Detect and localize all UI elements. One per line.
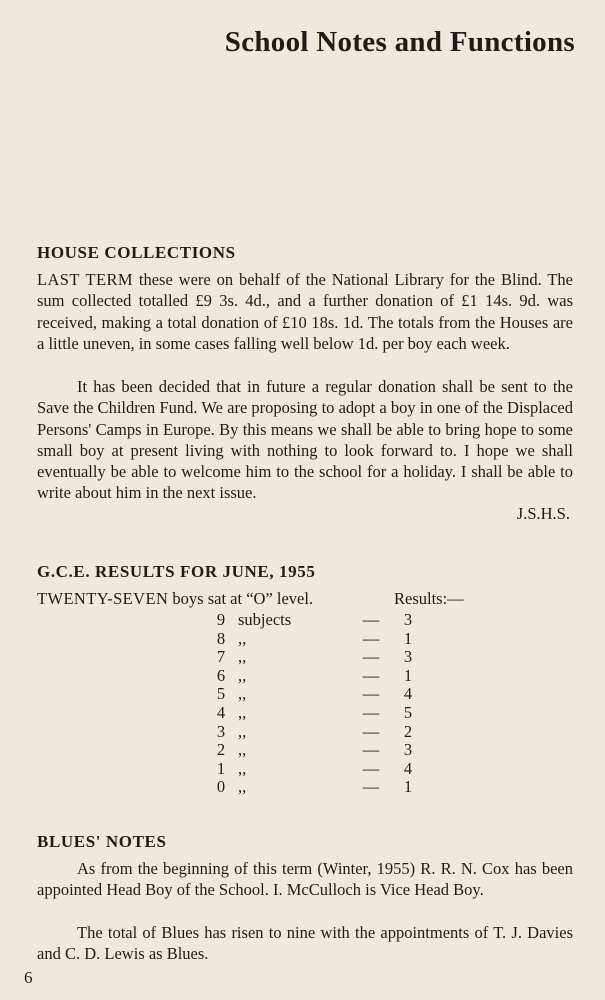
results-row [210, 723, 428, 742]
subjects-number: 0 [216, 777, 226, 797]
results-label: Results:— [394, 589, 464, 608]
boys-count: 4 [403, 684, 413, 704]
page-title: School Notes and Functions [224, 26, 575, 58]
subjects-unit: ,, [238, 740, 247, 760]
subjects-number: 2 [216, 740, 226, 760]
results-row [210, 741, 428, 760]
lead-words: LAST TERM [37, 270, 133, 289]
boys-count: 5 [403, 702, 413, 722]
lead-words: TWENTY-SEVEN [37, 589, 169, 608]
boys-count: 2 [403, 721, 413, 741]
paragraph-text: these were on behalf of the National Library for the Blind. The sum collected totalled £9 3s. 4d., and a further donation of £1 14s. 9d. was received, making a total donation of £10 18s. 1d. The totals from the Houses are a little uneven, in some cases falling well below 1d. per boy each week. [37, 270, 574, 353]
results-row [210, 667, 428, 686]
dash-separator: — [362, 665, 380, 685]
boys-count: 1 [403, 628, 413, 648]
dash-separator: — [362, 647, 380, 667]
blues-notes-paragraph-1: As from the beginning of this term (Winter, 1955) R. R. N. Cox has been appointed Head Boy of the School. I. McCulloch is Vice Head Boy. [37, 859, 573, 900]
dash-separator: — [362, 721, 380, 741]
results-row [210, 630, 428, 649]
subjects-number: 6 [216, 665, 226, 685]
dash-separator: — [362, 758, 380, 778]
page-number: 6 [24, 968, 33, 987]
results-table [210, 611, 428, 797]
subjects-number: 4 [216, 702, 226, 722]
boys-count: 3 [403, 610, 413, 629]
dash-separator: — [362, 628, 380, 648]
results-row [210, 648, 428, 667]
gce-intro [37, 589, 313, 609]
subjects-unit: ,, [238, 758, 247, 778]
subjects-number: 9 [216, 610, 226, 629]
subjects-unit: ,, [238, 684, 247, 704]
intro-text: boys sat at “O” level. [172, 589, 314, 608]
subjects-number: 5 [216, 684, 226, 704]
dash-separator: — [362, 610, 380, 629]
boys-count: 4 [403, 758, 413, 778]
dash-separator: — [362, 740, 380, 760]
house-collections-paragraph-2: It has been decided that in future a regular donation shall be sent to the Save the Children Fund. We are proposing to adopt a boy in one of the Displaced Persons' Camps in Europe. By this means we shall be able to bring hope to some small boy at present living with nothing to look forward to. I hope we shall eventually be able to welcome him to the school for a holiday. I shall be able to write about him in the next issue. [37, 377, 573, 503]
blues-notes-heading: BLUES' NOTES [37, 832, 167, 851]
results-row [210, 704, 428, 723]
subjects-unit: ,, [238, 628, 247, 648]
boys-count: 1 [403, 777, 413, 797]
dash-separator: — [362, 777, 380, 797]
subjects-unit: ,, [238, 665, 247, 685]
house-collections-heading: HOUSE COLLECTIONS [37, 243, 236, 262]
subjects-number: 7 [216, 647, 226, 667]
subjects-unit: ,, [238, 702, 247, 722]
boys-count: 3 [403, 740, 413, 760]
results-row [210, 685, 428, 704]
subjects-unit: ,, [238, 777, 247, 797]
subjects-unit: subjects [238, 610, 292, 629]
gce-results-heading: G.C.E. RESULTS FOR JUNE, 1955 [37, 562, 316, 581]
results-row [210, 760, 428, 779]
subjects-number: 1 [216, 758, 226, 778]
results-row [210, 611, 428, 630]
dash-separator: — [362, 702, 380, 722]
boys-count: 1 [403, 665, 413, 685]
results-row [210, 778, 428, 797]
signature: J.S.H.S. [516, 504, 570, 523]
subjects-number: 3 [216, 721, 226, 741]
house-collections-paragraph-1 [37, 269, 573, 354]
boys-count: 3 [403, 647, 413, 667]
subjects-unit: ,, [238, 721, 247, 741]
blues-notes-paragraph-2: The total of Blues has risen to nine with the appointments of T. J. Davies and C. D. Lewis as Blues. [37, 923, 573, 964]
dash-separator: — [362, 684, 380, 704]
subjects-unit: ,, [238, 647, 247, 667]
subjects-number: 8 [216, 628, 226, 648]
